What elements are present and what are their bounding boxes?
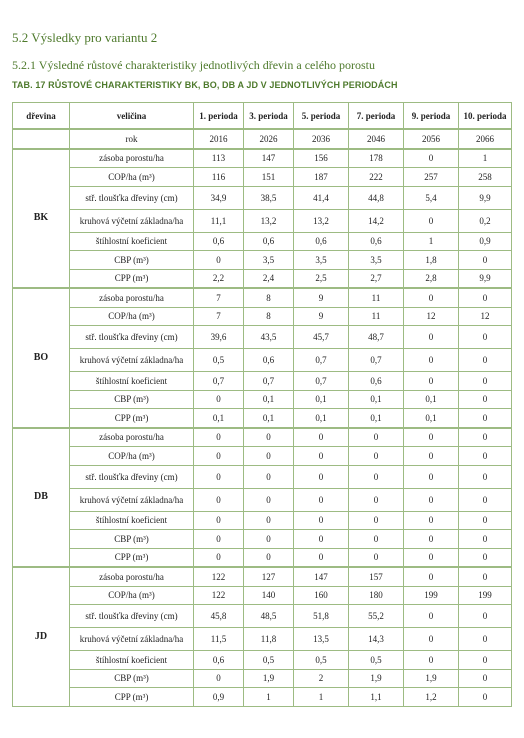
table-row — [13, 307, 512, 326]
year-cell: 2066 — [459, 129, 512, 149]
table-row — [13, 186, 512, 209]
header-period: 9. perioda — [404, 103, 459, 130]
value-cell: 0 — [404, 567, 459, 586]
table-row — [13, 232, 512, 251]
quantity-label: zásoba porostu/ha — [70, 567, 194, 586]
header-period: 1. perioda — [194, 103, 244, 130]
value-cell: 0 — [194, 390, 244, 409]
quantity-label: stř. tloušťka dřeviny (cm) — [70, 186, 194, 209]
value-cell: 116 — [194, 168, 244, 187]
value-cell: 0 — [194, 548, 244, 567]
value-cell: 0,6 — [244, 232, 294, 251]
table-row — [13, 428, 512, 447]
value-cell: 45,8 — [194, 605, 244, 628]
value-cell: 0 — [294, 511, 349, 530]
value-cell: 0 — [404, 651, 459, 670]
value-cell: 0,1 — [244, 390, 294, 409]
value-cell: 5,4 — [404, 186, 459, 209]
value-cell: 11,1 — [194, 209, 244, 232]
quantity-label: COP/ha (m³) — [70, 168, 194, 187]
value-cell: 156 — [294, 149, 349, 168]
value-cell: 7 — [194, 307, 244, 326]
year-label: rok — [70, 129, 194, 149]
value-cell: 0,9 — [194, 688, 244, 707]
table-row — [13, 688, 512, 707]
value-cell: 140 — [244, 586, 294, 605]
value-cell: 187 — [294, 168, 349, 187]
table-row — [13, 628, 512, 651]
value-cell: 0 — [459, 530, 512, 549]
value-cell: 0 — [404, 326, 459, 349]
value-cell: 0,7 — [294, 372, 349, 391]
value-cell: 160 — [294, 586, 349, 605]
quantity-label: štíhlostní koeficient — [70, 511, 194, 530]
value-cell: 0 — [349, 548, 404, 567]
value-cell: 2,8 — [404, 269, 459, 288]
value-cell: 1 — [244, 688, 294, 707]
value-cell: 0 — [244, 530, 294, 549]
value-cell: 0 — [349, 447, 404, 466]
value-cell: 0,6 — [349, 232, 404, 251]
value-cell: 0 — [294, 488, 349, 511]
value-cell: 2,5 — [294, 269, 349, 288]
value-cell: 11 — [349, 288, 404, 307]
quantity-label: stř. tloušťka dřeviny (cm) — [70, 326, 194, 349]
quantity-label: kruhová výčetní základna/ha — [70, 209, 194, 232]
value-cell: 44,8 — [349, 186, 404, 209]
table-row — [13, 530, 512, 549]
value-cell: 0 — [404, 530, 459, 549]
value-cell: 11 — [349, 307, 404, 326]
value-cell: 0,1 — [194, 409, 244, 428]
quantity-label: štíhlostní koeficient — [70, 232, 194, 251]
quantity-label: COP/ha (m³) — [70, 307, 194, 326]
value-cell: 0 — [404, 428, 459, 447]
value-cell: 199 — [459, 586, 512, 605]
quantity-label: CBP (m³) — [70, 390, 194, 409]
value-cell: 0,5 — [194, 349, 244, 372]
value-cell: 180 — [349, 586, 404, 605]
quantity-label: CPP (m³) — [70, 548, 194, 567]
value-cell: 0 — [404, 288, 459, 307]
value-cell: 9 — [294, 288, 349, 307]
quantity-label: štíhlostní koeficient — [70, 651, 194, 670]
table-row — [13, 390, 512, 409]
value-cell: 0 — [404, 628, 459, 651]
table-row — [13, 488, 512, 511]
table-caption: TAB. 17 RŮSTOVÉ CHARAKTERISTIKY BK, BO, DB A JD V JEDNOTLIVÝCH PERIODÁCH — [12, 80, 398, 90]
value-cell: 0,1 — [404, 409, 459, 428]
value-cell: 0 — [459, 447, 512, 466]
value-cell: 257 — [404, 168, 459, 187]
value-cell: 0 — [194, 530, 244, 549]
value-cell: 1,1 — [349, 688, 404, 707]
value-cell: 1 — [294, 688, 349, 707]
value-cell: 0 — [404, 465, 459, 488]
species-cell: JD — [13, 567, 70, 706]
value-cell: 147 — [294, 567, 349, 586]
value-cell: 0 — [404, 349, 459, 372]
value-cell: 1,2 — [404, 688, 459, 707]
table-row — [13, 651, 512, 670]
quantity-label: CBP (m³) — [70, 251, 194, 270]
species-cell: DB — [13, 428, 70, 568]
section-title: 5.2 Výsledky pro variantu 2 — [12, 30, 158, 45]
value-cell: 0 — [404, 511, 459, 530]
quantity-label: CBP (m³) — [70, 530, 194, 549]
quantity-label: COP/ha (m³) — [70, 586, 194, 605]
value-cell: 0 — [244, 465, 294, 488]
value-cell: 0 — [194, 447, 244, 466]
value-cell: 0 — [194, 465, 244, 488]
quantity-label: zásoba porostu/ha — [70, 149, 194, 168]
year-row — [13, 129, 512, 149]
value-cell: 34,9 — [194, 186, 244, 209]
table-row — [13, 586, 512, 605]
value-cell: 0 — [294, 447, 349, 466]
subsection-title: 5.2.1 Výsledné růstové charakteristiky jednotlivých dřevin a celého porostu — [12, 58, 376, 72]
value-cell: 48,5 — [244, 605, 294, 628]
value-cell: 0 — [244, 548, 294, 567]
header-period: 5. perioda — [294, 103, 349, 130]
value-cell: 14,2 — [349, 209, 404, 232]
value-cell: 147 — [244, 149, 294, 168]
value-cell: 3,5 — [349, 251, 404, 270]
value-cell: 51,8 — [294, 605, 349, 628]
value-cell: 0 — [349, 465, 404, 488]
value-cell: 39,6 — [194, 326, 244, 349]
value-cell: 0,1 — [349, 390, 404, 409]
value-cell: 0,7 — [349, 349, 404, 372]
value-cell: 0 — [459, 567, 512, 586]
value-cell: 0 — [459, 349, 512, 372]
value-cell: 151 — [244, 168, 294, 187]
value-cell: 0 — [404, 209, 459, 232]
year-cell: 2056 — [404, 129, 459, 149]
value-cell: 0 — [404, 548, 459, 567]
value-cell: 0 — [194, 511, 244, 530]
value-cell: 38,5 — [244, 186, 294, 209]
header-period: 3. perioda — [244, 103, 294, 130]
value-cell: 0 — [459, 488, 512, 511]
value-cell: 0,5 — [294, 651, 349, 670]
value-cell: 13,2 — [294, 209, 349, 232]
value-cell: 0,5 — [244, 651, 294, 670]
year-cell: 2026 — [244, 129, 294, 149]
value-cell: 55,2 — [349, 605, 404, 628]
value-cell: 3,5 — [244, 251, 294, 270]
value-cell: 0 — [194, 251, 244, 270]
value-cell: 0 — [459, 372, 512, 391]
value-cell: 0,6 — [194, 232, 244, 251]
value-cell: 0,1 — [244, 409, 294, 428]
table-row — [13, 349, 512, 372]
table-row — [13, 511, 512, 530]
value-cell: 222 — [349, 168, 404, 187]
value-cell: 0 — [459, 605, 512, 628]
table-row — [13, 326, 512, 349]
value-cell: 45,7 — [294, 326, 349, 349]
value-cell: 157 — [349, 567, 404, 586]
table-row — [13, 251, 512, 270]
quantity-label: kruhová výčetní základna/ha — [70, 628, 194, 651]
quantity-label: kruhová výčetní základna/ha — [70, 488, 194, 511]
table-row — [13, 288, 512, 307]
value-cell: 0 — [294, 465, 349, 488]
value-cell: 122 — [194, 567, 244, 586]
value-cell: 1 — [459, 149, 512, 168]
value-cell: 122 — [194, 586, 244, 605]
value-cell: 0,1 — [294, 390, 349, 409]
value-cell: 12 — [459, 307, 512, 326]
growth-characteristics-table — [12, 102, 512, 707]
value-cell: 14,3 — [349, 628, 404, 651]
quantity-label: stř. tloušťka dřeviny (cm) — [70, 605, 194, 628]
value-cell: 0,6 — [244, 349, 294, 372]
value-cell: 0 — [244, 511, 294, 530]
value-cell: 0 — [294, 548, 349, 567]
table-row — [13, 409, 512, 428]
value-cell: 3,5 — [294, 251, 349, 270]
table-row — [13, 149, 512, 168]
value-cell: 2,4 — [244, 269, 294, 288]
value-cell: 11,5 — [194, 628, 244, 651]
header-quantity: veličina — [70, 103, 194, 130]
value-cell: 0 — [404, 372, 459, 391]
value-cell: 48,7 — [349, 326, 404, 349]
quantity-label: CPP (m³) — [70, 688, 194, 707]
quantity-label: kruhová výčetní základna/ha — [70, 349, 194, 372]
value-cell: 0 — [244, 488, 294, 511]
value-cell: 199 — [404, 586, 459, 605]
value-cell: 0 — [459, 326, 512, 349]
value-cell: 0 — [349, 488, 404, 511]
value-cell: 127 — [244, 567, 294, 586]
value-cell: 0 — [459, 288, 512, 307]
value-cell: 0 — [459, 511, 512, 530]
table-row — [13, 548, 512, 567]
value-cell: 0 — [294, 530, 349, 549]
value-cell: 1,9 — [244, 669, 294, 688]
quantity-label: COP/ha (m³) — [70, 447, 194, 466]
empty-cell — [13, 129, 70, 149]
value-cell: 0,7 — [294, 349, 349, 372]
value-cell: 2,2 — [194, 269, 244, 288]
value-cell: 0 — [294, 428, 349, 447]
value-cell: 12 — [404, 307, 459, 326]
value-cell: 0,2 — [459, 209, 512, 232]
value-cell: 13,2 — [244, 209, 294, 232]
value-cell: 0 — [244, 447, 294, 466]
quantity-label: CPP (m³) — [70, 269, 194, 288]
value-cell: 0,9 — [459, 232, 512, 251]
table-row — [13, 269, 512, 288]
year-cell: 2046 — [349, 129, 404, 149]
header-period: 10. perioda — [459, 103, 512, 130]
value-cell: 0 — [459, 390, 512, 409]
species-cell: BO — [13, 288, 70, 428]
value-cell: 0,6 — [349, 372, 404, 391]
table-row — [13, 567, 512, 586]
table-row — [13, 605, 512, 628]
value-cell: 0 — [459, 628, 512, 651]
value-cell: 0,7 — [194, 372, 244, 391]
value-cell: 0 — [244, 428, 294, 447]
value-cell: 0 — [459, 548, 512, 567]
value-cell: 0,6 — [294, 232, 349, 251]
value-cell: 0,1 — [404, 390, 459, 409]
value-cell: 0 — [349, 530, 404, 549]
value-cell: 7 — [194, 288, 244, 307]
value-cell: 0 — [459, 409, 512, 428]
value-cell: 258 — [459, 168, 512, 187]
species-cell: BK — [13, 149, 70, 289]
value-cell: 2 — [294, 669, 349, 688]
value-cell: 0 — [459, 688, 512, 707]
value-cell: 2,7 — [349, 269, 404, 288]
value-cell: 0 — [459, 428, 512, 447]
value-cell: 0,5 — [349, 651, 404, 670]
table-header-row — [13, 103, 512, 130]
table-row — [13, 465, 512, 488]
value-cell: 13,5 — [294, 628, 349, 651]
value-cell: 1,8 — [404, 251, 459, 270]
table-row — [13, 669, 512, 688]
value-cell: 8 — [244, 307, 294, 326]
value-cell: 0 — [404, 605, 459, 628]
quantity-label: zásoba porostu/ha — [70, 428, 194, 447]
table-row — [13, 168, 512, 187]
value-cell: 0 — [404, 488, 459, 511]
value-cell: 9 — [294, 307, 349, 326]
value-cell: 9,9 — [459, 186, 512, 209]
value-cell: 0 — [459, 251, 512, 270]
table-row — [13, 209, 512, 232]
value-cell: 11,8 — [244, 628, 294, 651]
value-cell: 0,7 — [244, 372, 294, 391]
value-cell: 0 — [194, 428, 244, 447]
value-cell: 0 — [194, 669, 244, 688]
value-cell: 0 — [349, 511, 404, 530]
value-cell: 0,1 — [294, 409, 349, 428]
value-cell: 1,9 — [349, 669, 404, 688]
table-row — [13, 447, 512, 466]
value-cell: 0 — [404, 149, 459, 168]
table-row — [13, 372, 512, 391]
header-period: 7. perioda — [349, 103, 404, 130]
quantity-label: zásoba porostu/ha — [70, 288, 194, 307]
year-cell: 2016 — [194, 129, 244, 149]
quantity-label: CBP (m³) — [70, 669, 194, 688]
year-cell: 2036 — [294, 129, 349, 149]
value-cell: 0 — [194, 488, 244, 511]
value-cell: 0,1 — [349, 409, 404, 428]
quantity-label: CPP (m³) — [70, 409, 194, 428]
value-cell: 0 — [459, 465, 512, 488]
value-cell: 43,5 — [244, 326, 294, 349]
value-cell: 113 — [194, 149, 244, 168]
value-cell: 1,9 — [404, 669, 459, 688]
table-body — [13, 129, 512, 706]
quantity-label: stř. tloušťka dřeviny (cm) — [70, 465, 194, 488]
value-cell: 41,4 — [294, 186, 349, 209]
value-cell: 1 — [404, 232, 459, 251]
value-cell: 0 — [404, 447, 459, 466]
value-cell: 0 — [459, 651, 512, 670]
header-species: dřevina — [13, 103, 70, 130]
value-cell: 9,9 — [459, 269, 512, 288]
value-cell: 0 — [349, 428, 404, 447]
value-cell: 8 — [244, 288, 294, 307]
value-cell: 178 — [349, 149, 404, 168]
value-cell: 0,6 — [194, 651, 244, 670]
quantity-label: štíhlostní koeficient — [70, 372, 194, 391]
value-cell: 0 — [459, 669, 512, 688]
